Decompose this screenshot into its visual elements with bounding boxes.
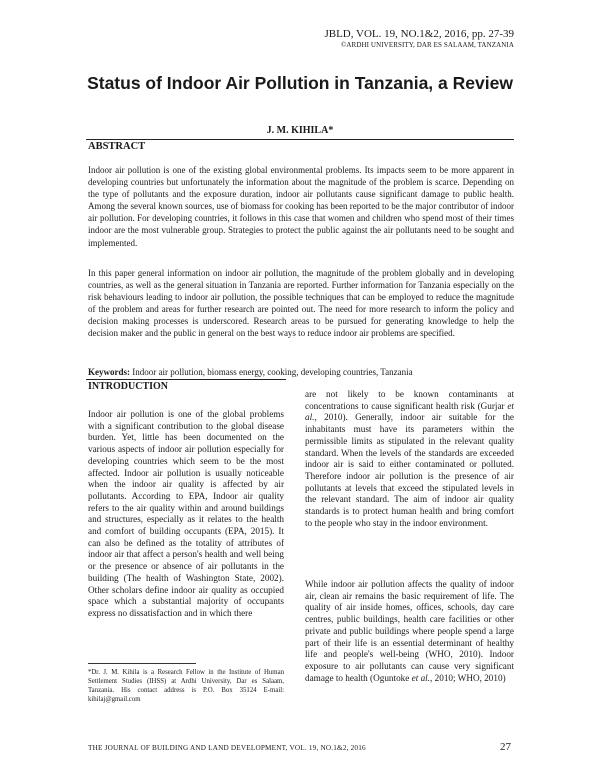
- author: J. M. KIHILA*: [266, 125, 334, 136]
- intro-column-1: Indoor air pollution is one of the global problems with a significant contribution to the global disease burden. Yet, little has been documented on the various aspects of indoor air pollution especially for developing countries which seem to be the most affected. Indoor air pollution is usually noticeable when the indoor air quality is affected by air pollutants. According to EPA, Indoor air quality refers to the air quality within and around buildings and structures, especially as it relates to the health and comfort of building occupants (EPA, 2015). It can also be defined as the totality of attributes of indoor air that affect a person's health and well being or the presence or absence of air pollutants in the building (The health of Washington State, 2002). Other scholars define indoor air quality as occupied space which a substantial majority of occupants express no dissatisfaction and in which there: [88, 409, 284, 618]
- intro-column-2-paragraph-1: are not likely to be known contaminants at concentrations to cause significant health risk (Gurjar et al., 2010). Generally, indoor air suitable for the inhabitants must have its parameters within the permissible limits as stipulated in the relevant quality standard. When the levels of the standards are exceeded indoor air is said to either contaminated or polluted. Therefore indoor air pollution is the presence of air pollutants at levels that exceed the stipulated levels in the relevant standard. The aim of indoor air quality standards is to protect human health and bring comfort to the people who stay in the indoor environment.: [305, 389, 514, 528]
- page-number: 27: [500, 741, 511, 753]
- author-footnote: *Dr. J. M. Kihila is a Research Fellow in the Institute of Human Settlement Studies (IHSS) at Ardhi University, Dar es Salaam, Tanzania. His contact address is P.O. Box 35124 E-mail: kihilaj@gmail.com: [88, 669, 284, 703]
- abstract-heading: ABSTRACT: [88, 141, 146, 152]
- keywords-label: Keywords:: [88, 367, 130, 377]
- abstract-paragraph-1: Indoor air pollution is one of the existing global environmental problems. Its impacts seem to be more apparent in developing countries but unfortunately the information about the magnitude of the problem is scarce. Depending on the type of pollutants and the exposure duration, indoor air pollutants cause significant damage to public health. Among the several known sources, use of biomass for cooking has been reported to be the major contributor of indoor air pollution. For developing countries, it follows in this case that women and children who spend most of their times indoor are the most vulnerable group. Strategies to protect the public against the air pollutants need to be sought and implemented.: [88, 165, 514, 248]
- keywords: [88, 366, 514, 378]
- journal-reference: JBLD, VOL. 19, NO.1&2, 2016, pp. 27-39: [324, 28, 514, 40]
- copyright-line: ©ARDHI UNIVERSITY, DAR ES SALAAM, TANZANIA: [340, 41, 514, 49]
- paper-title: Status of Indoor Air Pollution in Tanzania, a Review: [87, 73, 513, 93]
- abstract-paragraph-2: In this paper general information on indoor air pollution, the magnitude of the problem globally and in developing countries, as well as the general situation in Tanzania are reported. Further information for Tanzania especially on the risk behaviours leading to indoor air pollution, the possible techniques that can be employed to reduce the magnitude of the problem and areas for further research are pointed out. The need for more research to inform the policy and decision making processes is underscored. Research areas to be pursued for generating knowledge to help the decision maker and the public in general on the best ways to reduce indoor air problems are specified.: [88, 268, 514, 339]
- introduction-heading: INTRODUCTION: [88, 381, 169, 392]
- introduction-divider: [86, 379, 286, 380]
- abstract-divider: [86, 139, 514, 140]
- keywords-text: Indoor air pollution, biomass energy, cooking, developing countries, Tanzania: [132, 367, 413, 377]
- intro-column-2-paragraph-2: While indoor air pollution affects the quality of indoor air, clean air remains the basic requirement of life. The quality of air inside homes, offices, schools, day care centres, public buildings, health care facilities or other private and public buildings where people spend a large part of their life is an essential determinant of healthy life and people's well-being (WHO, 2010). Indoor exposure to air pollutants can cause very significant damage to health (Oguntoke et al., 2010; WHO, 2010): [305, 579, 514, 683]
- journal-footer: THE JOURNAL OF BUILDING AND LAND DEVELOPMENT, VOL. 19, NO.1&2, 2016: [88, 744, 366, 752]
- footnote-divider: [88, 663, 196, 664]
